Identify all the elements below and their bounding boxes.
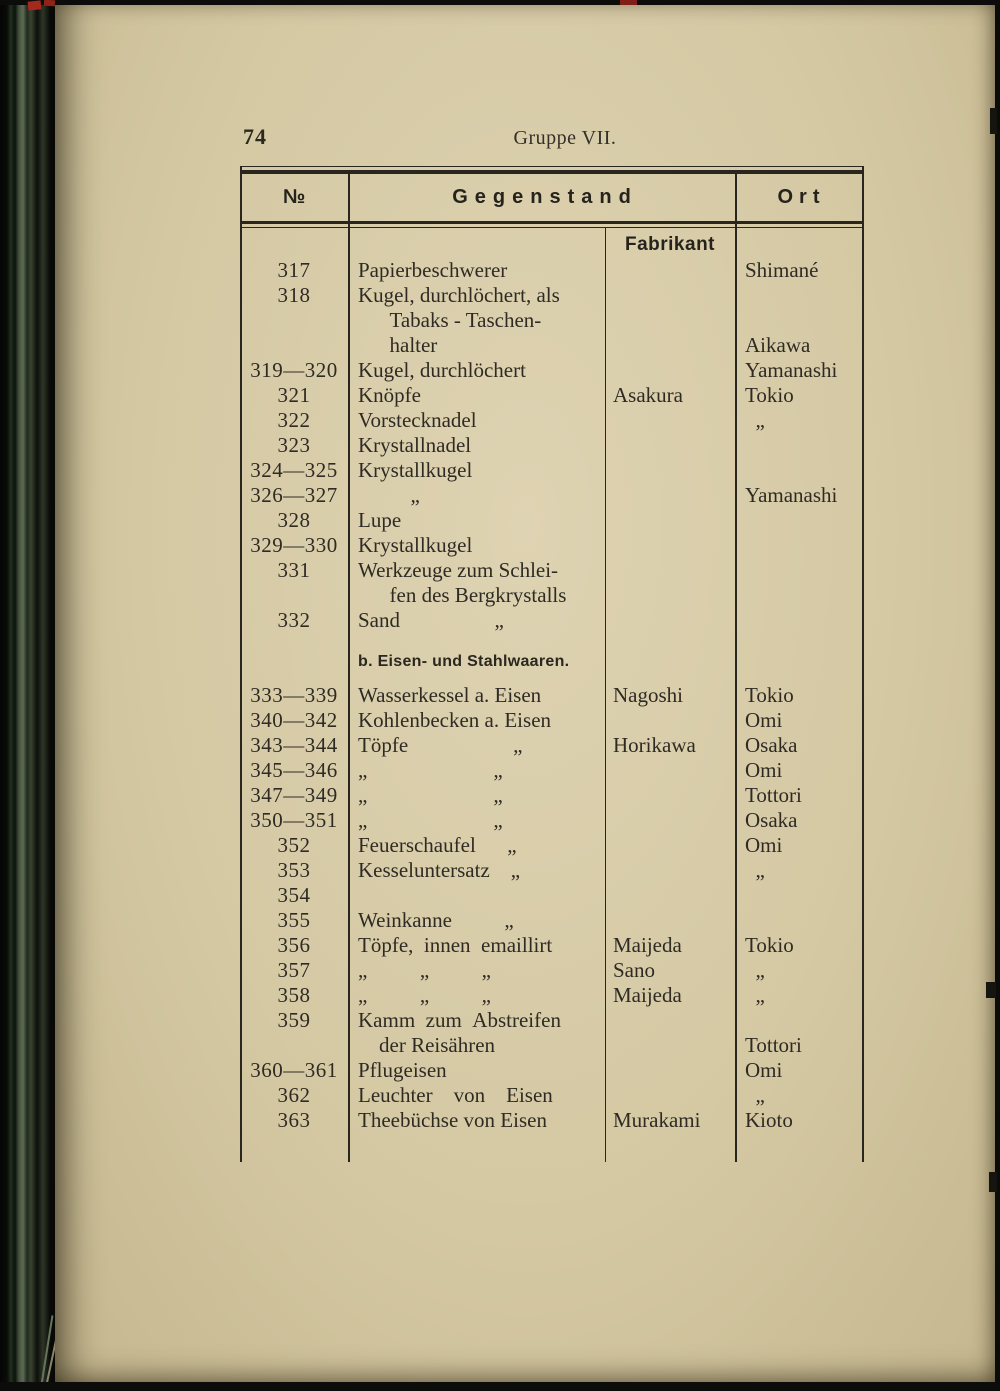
cell-obj: Wasserkessel a. Eisen (358, 683, 542, 707)
cell-maker (605, 883, 735, 908)
table-row (240, 608, 862, 633)
cell-obj: Theebüchse von Eisen (358, 1108, 547, 1132)
photo-top-edge (0, 0, 1000, 5)
table-row (240, 283, 862, 308)
cell-no: 323 (277, 433, 311, 457)
table-row (240, 258, 862, 283)
cell-no: 355 (277, 908, 311, 932)
table-row (240, 308, 862, 333)
cell-no: 357 (277, 958, 311, 982)
cell-ort (735, 1008, 862, 1033)
table-row (240, 858, 862, 883)
cell-obj: Krystallkugel (358, 533, 473, 557)
cell-ort: Tottori (745, 1033, 802, 1057)
cell-no: 360—361 (250, 1058, 338, 1082)
cell-maker (605, 308, 735, 333)
cell-no: 350—351 (250, 808, 338, 832)
edge-dark-speck (986, 982, 996, 998)
cell-ort (735, 883, 862, 908)
cell-ort: Omi (745, 708, 783, 732)
cell-obj: der Reisähren (358, 1033, 496, 1057)
cell-maker (605, 458, 735, 483)
cell-maker (605, 258, 735, 283)
cell-obj: „ „ (358, 808, 503, 832)
cell-no: 332 (277, 608, 311, 632)
table-top-thin-rule (240, 166, 863, 167)
cell-maker (605, 408, 735, 433)
cell-obj: Kugel, durchlöchert (358, 358, 526, 382)
cell-no: 322 (277, 408, 311, 432)
cell-maker (605, 533, 735, 558)
cell-obj: Kugel, durchlöchert, als (358, 283, 560, 307)
table-row (240, 558, 862, 583)
table-row (240, 508, 862, 533)
red-ink-speck (620, 0, 637, 5)
cell-obj: „ „ „ (358, 958, 491, 982)
header-bottom-thin-rule (240, 227, 863, 228)
cell-ort: „ (745, 858, 765, 882)
cell-no: 331 (277, 558, 311, 582)
table-row (240, 383, 862, 408)
cell-obj: halter (358, 333, 438, 357)
cell-obj: Vorstecknadel (358, 408, 477, 432)
cell-obj: Leuchter von Eisen (358, 1083, 553, 1107)
cell-ort: Kioto (745, 1108, 793, 1132)
cell-obj: „ „ „ (358, 983, 491, 1007)
cell-no: 358 (277, 983, 311, 1007)
group-header: Gruppe VII. (513, 127, 617, 149)
cell-ort: Yamanashi (745, 358, 838, 382)
cell-obj: fen des Bergkrystalls (358, 583, 567, 607)
table-row (240, 1058, 862, 1083)
cell-maker: Maijeda (613, 983, 682, 1007)
cell-obj: Krystallkugel (358, 458, 473, 482)
cell-ort: Omi (745, 758, 783, 782)
cell-maker: Murakami (613, 1108, 701, 1132)
cell-maker (605, 508, 735, 533)
cell-maker: Sano (613, 958, 655, 982)
table-row (240, 1108, 862, 1133)
table-row (240, 483, 862, 508)
cell-no: 345—346 (250, 758, 338, 782)
cell-ort: „ (745, 1083, 765, 1107)
cell-ort: Tokio (745, 933, 794, 957)
table-row (240, 933, 862, 958)
cell-obj: Töpfe „ (358, 733, 523, 757)
cell-no: 319—320 (250, 358, 338, 382)
cell-maker (605, 1033, 735, 1058)
cell-no: 347—349 (250, 783, 338, 807)
cell-ort: „ (745, 408, 765, 432)
cell-maker (605, 708, 735, 733)
table-row (240, 758, 862, 783)
cell-obj: Papierbeschwerer (358, 258, 508, 282)
table-row (240, 683, 862, 708)
cell-maker (605, 583, 735, 608)
header-bottom-thick-rule (240, 221, 863, 224)
table-row (240, 958, 862, 983)
section-b-label: b. Eisen- und Stahlwaaren. (358, 653, 570, 670)
cell-maker (605, 1008, 735, 1033)
book-binding-edge (0, 0, 58, 1391)
cell-no (240, 583, 348, 608)
cell-maker (605, 758, 735, 783)
table-row (240, 708, 862, 733)
cell-obj: „ „ (358, 758, 503, 782)
cell-obj: „ „ (358, 783, 503, 807)
table-rows (240, 258, 862, 1133)
table-row (240, 533, 862, 558)
cell-ort: Yamanashi (745, 483, 838, 507)
cell-maker (605, 783, 735, 808)
cell-maker (605, 483, 735, 508)
cell-ort: Aikawa (745, 333, 811, 357)
cell-maker (605, 333, 735, 358)
cell-obj: Werkzeuge zum Schlei- (358, 558, 559, 582)
cell-maker (605, 358, 735, 383)
cell-ort (735, 608, 862, 633)
cell-obj: Weinkanne „ (358, 908, 514, 932)
cell-maker: Maijeda (613, 933, 682, 957)
cell-ort (735, 558, 862, 583)
cell-no: 356 (277, 933, 311, 957)
cell-ort (735, 458, 862, 483)
table-row (240, 408, 862, 433)
table-row (240, 808, 862, 833)
edge-dark-speck (990, 108, 997, 134)
cell-ort: Omi (745, 1058, 783, 1082)
table-row (240, 1008, 862, 1033)
cell-obj: Lupe (358, 508, 402, 532)
cell-ort: Shimané (745, 258, 819, 282)
cell-no: 343—344 (250, 733, 338, 757)
cell-no: 363 (277, 1108, 311, 1132)
cell-obj: Töpfe, innen emaillirt (358, 933, 553, 957)
cell-no: 354 (277, 883, 311, 907)
page-number: 74 (243, 124, 267, 149)
cell-no: 362 (277, 1083, 311, 1107)
cell-ort: Osaka (745, 733, 798, 757)
cell-ort (735, 908, 862, 933)
section-header-row (240, 633, 862, 683)
cell-ort (735, 533, 862, 558)
cell-ort: Tokio (745, 383, 794, 407)
cell-no (240, 333, 348, 358)
cell-ort: „ (745, 983, 765, 1007)
table-top-thick-rule (240, 170, 863, 174)
table-row (240, 1033, 862, 1058)
cell-obj: Knöpfe (358, 383, 421, 407)
cell-obj: Kohlenbecken a. Eisen (358, 708, 552, 732)
cell-obj (348, 883, 605, 908)
cell-ort (735, 433, 862, 458)
cell-maker: Asakura (613, 383, 683, 407)
paper-sheet (55, 0, 995, 1383)
cell-no: 352 (277, 833, 311, 857)
table-right-rule (862, 166, 864, 1162)
cell-no (240, 308, 348, 333)
cell-ort: Omi (745, 833, 783, 857)
cell-maker (605, 908, 735, 933)
table-row (240, 783, 862, 808)
cell-obj: Tabaks - Taschen- (358, 308, 542, 332)
cell-maker: Nagoshi (613, 683, 683, 707)
column-header-fabrikant: Fabrikant (624, 234, 716, 255)
cell-obj: Feuerschaufel „ (358, 833, 517, 857)
cell-no: 328 (277, 508, 311, 532)
cell-maker (605, 858, 735, 883)
red-ink-speck (44, 0, 55, 6)
column-header-no: № (282, 186, 306, 208)
cell-no: 359 (277, 1008, 311, 1032)
edge-dark-speck (989, 1172, 997, 1192)
table-row (240, 833, 862, 858)
cell-maker (605, 1058, 735, 1083)
column-header-gegenstand: Gegenstand (452, 186, 638, 208)
table-row (240, 983, 862, 1008)
cell-obj: Kesseluntersatz „ (358, 858, 521, 882)
cell-no: 329—330 (250, 533, 338, 557)
cell-obj: Pflugeisen (358, 1058, 447, 1082)
cell-obj: Sand „ (358, 608, 504, 632)
cell-ort: Osaka (745, 808, 798, 832)
cell-no: 353 (277, 858, 311, 882)
cell-no (240, 1033, 348, 1058)
cell-no: 333—339 (250, 683, 338, 707)
cell-no: 326—327 (250, 483, 338, 507)
cell-ort (735, 583, 862, 608)
table-row (240, 433, 862, 458)
cell-maker (605, 608, 735, 633)
table-row (240, 358, 862, 383)
table-row (240, 883, 862, 908)
cell-no: 318 (277, 283, 311, 307)
cell-ort (735, 308, 862, 333)
table-row (240, 1083, 862, 1108)
cell-no: 317 (277, 258, 311, 282)
column-header-ort: Ort (777, 186, 826, 208)
cell-maker (605, 433, 735, 458)
cell-obj: „ (358, 483, 420, 507)
table-row (240, 908, 862, 933)
cell-ort (735, 508, 862, 533)
red-ink-speck (28, 0, 42, 10)
cell-ort (735, 283, 862, 308)
cell-maker: Horikawa (613, 733, 696, 757)
cell-maker (605, 558, 735, 583)
cell-no: 321 (277, 383, 311, 407)
cell-maker (605, 808, 735, 833)
cell-maker (605, 1083, 735, 1108)
cell-no: 324—325 (250, 458, 338, 482)
cell-ort: Tottori (745, 783, 802, 807)
cell-maker (605, 283, 735, 308)
table-row (240, 458, 862, 483)
cell-ort: Tokio (745, 683, 794, 707)
table-row (240, 333, 862, 358)
cell-obj: Krystallnadel (358, 433, 472, 457)
cell-obj: Kamm zum Abstreifen (358, 1008, 561, 1032)
table-row (240, 733, 862, 758)
table-row (240, 583, 862, 608)
cell-no: 340—342 (250, 708, 338, 732)
photo-bottom-edge (0, 1382, 1000, 1391)
cell-ort: „ (745, 958, 765, 982)
cell-maker (605, 833, 735, 858)
